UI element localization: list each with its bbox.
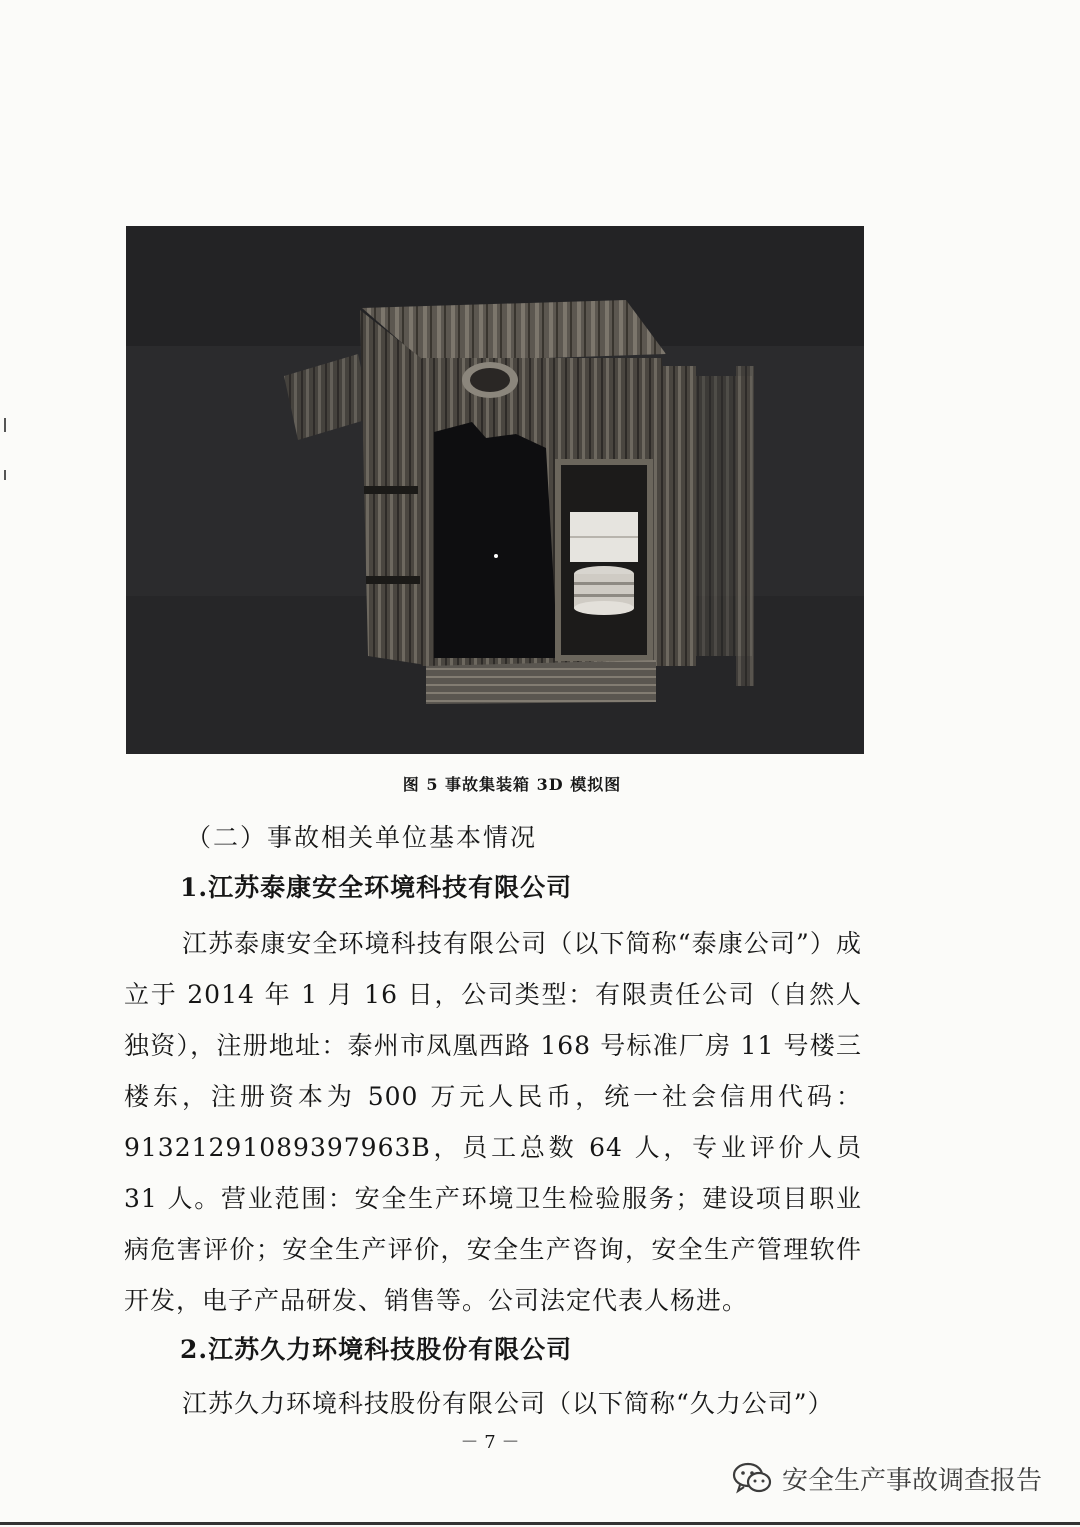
container-3d-model-image — [126, 226, 864, 754]
scan-edge-mark — [4, 418, 6, 432]
bottom-edge-line — [0, 1522, 1080, 1525]
wechat-watermark — [732, 1456, 1042, 1500]
watermark-text: 安全生产事故调查报告 — [782, 1465, 1043, 1496]
company1-title: 1.江苏泰康安全环境科技有限公司 — [180, 873, 573, 902]
company1-paragraph: 江苏泰康安全环境科技有限公司（以下简称“泰康公司”）成立于 2014 年 1 月 16 日，公司类型：有限责任公司（自然人独资），注册地址：泰州市凤凰西路 168 号标准厂房 11 号楼三楼东，注册资本为 500 万元人民币，统一社会信用代码：91321291089397963B，员工总数 64 人，专业评价人员 31 人。营业范围：安全生产环境卫生检验服务；建设项目职业病危害评价；安全生产评价，安全生产咨询，安全生产管理软件开发，电子产品研发、销售等。公司法定代表人杨进。 — [124, 929, 862, 1315]
page-number: － 7 － — [460, 1432, 520, 1453]
company2-paragraph: 江苏久力环境科技股份有限公司（以下简称“久力公司”） — [182, 1389, 834, 1418]
section-heading: （二）事故相关单位基本情况 — [186, 823, 538, 852]
scan-edge-mark — [4, 470, 6, 480]
figure-caption: 图 5 事故集装箱 3D 模拟图 — [402, 775, 622, 794]
company2-title: 2.江苏久力环境科技股份有限公司 — [180, 1335, 573, 1364]
wechat-icon — [732, 1461, 772, 1495]
